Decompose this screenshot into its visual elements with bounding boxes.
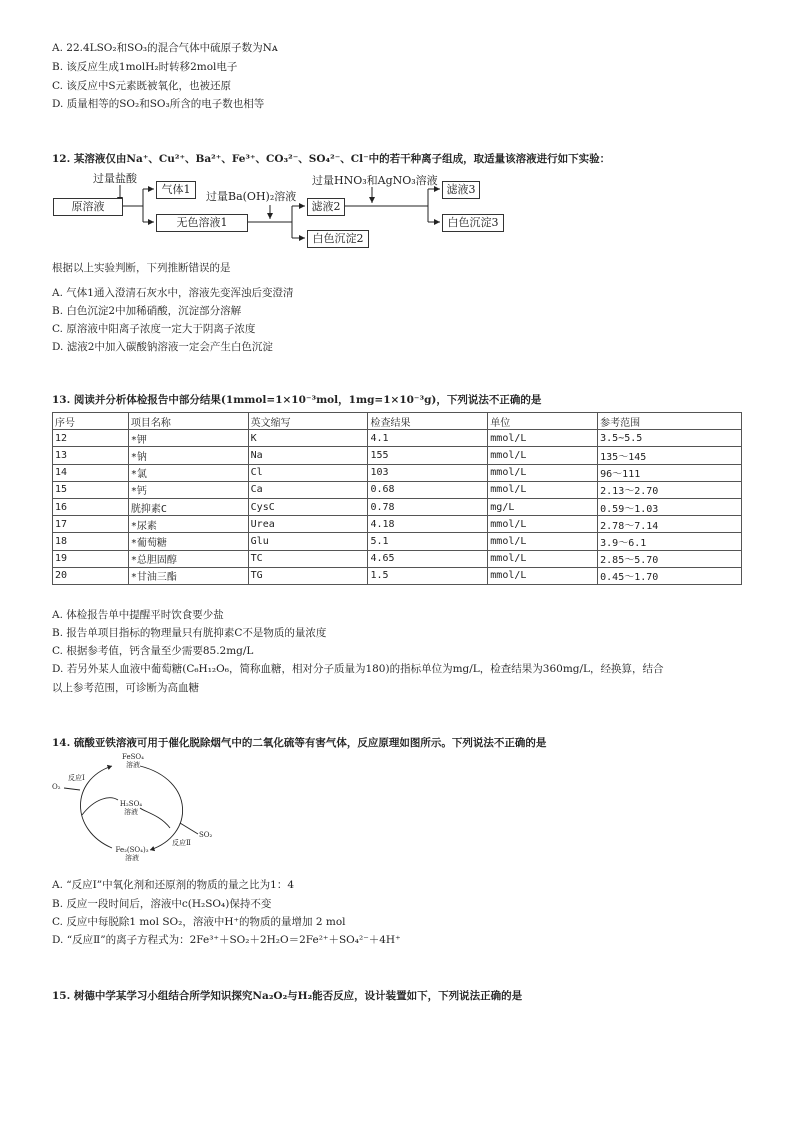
table-cell: CysC xyxy=(248,498,368,515)
header-cell: 序号 xyxy=(53,413,129,430)
q14-option-c: C. 反应中每脱除1 mol SO₂，溶液中H⁺的物质的量增加 2 mol xyxy=(52,916,346,928)
table-cell: mmol/L xyxy=(488,550,598,567)
header-cell: 参考范围 xyxy=(598,413,742,430)
table-cell: 14 xyxy=(53,464,129,481)
q13-option-a: A. 体检报告单中提醒平时饮食要少盐 xyxy=(52,609,224,621)
table-cell: 17 xyxy=(53,516,129,533)
q11-option-c: C. 该反应中S元素既被氧化，也被还原 xyxy=(52,80,232,92)
feso4-solution: 溶液 xyxy=(126,761,140,769)
table-cell: 96～111 xyxy=(598,464,742,481)
table-cell: 4.1 xyxy=(368,430,488,447)
h2so4-node xyxy=(116,800,146,816)
h2so4-formula: H₂SO₄ xyxy=(119,800,143,808)
header-cell: 英文缩写 xyxy=(248,413,368,430)
table-cell: 1.5 xyxy=(368,567,488,584)
fe2so43-formula: Fe₂(SO₄)₃ xyxy=(115,846,149,854)
table-cell: *甘油三酯 xyxy=(128,567,248,584)
box-white-precipitate2: 白色沉淀2 xyxy=(307,230,369,248)
reagent1-label: 过量盐酸 xyxy=(93,172,137,185)
header-cell: 检查结果 xyxy=(368,413,488,430)
reaction2-label: 反应Ⅱ xyxy=(172,839,191,847)
h2so4-solution: 溶液 xyxy=(124,808,138,816)
table-cell: 15 xyxy=(53,481,129,498)
q11-option-d: D. 质量相等的SO₂和SO₃所含的电子数也相等 xyxy=(52,98,265,110)
table-cell: 13 xyxy=(53,447,129,464)
q13-option-c: C. 根据参考值，钙含量至少需要85.2mg/L xyxy=(52,645,254,657)
table-cell: mmol/L xyxy=(488,516,598,533)
table-cell: Na xyxy=(248,447,368,464)
box-filtrate3: 滤液3 xyxy=(442,181,480,199)
table-cell: mg/L xyxy=(488,498,598,515)
q12-option-a: A. 气体1通入澄清石灰水中，溶液先变浑浊后变澄清 xyxy=(52,287,294,299)
fe2so43-solution: 溶液 xyxy=(125,854,139,862)
box-colorless-solution1: 无色溶液1 xyxy=(156,214,248,232)
q14-option-d: D. “反应Ⅱ”的离子方程式为：2Fe³⁺＋SO₂＋2H₂O＝2Fe²⁺＋SO₄²⁻＋4H⁺ xyxy=(52,934,401,946)
q12-option-b: B. 白色沉淀2中加稀硝酸，沉淀部分溶解 xyxy=(52,305,242,317)
table-cell: TC xyxy=(248,550,368,567)
table-cell: TG xyxy=(248,567,368,584)
q12-option-d: D. 滤液2中加入碳酸钠溶液一定会产生白色沉淀 xyxy=(52,341,273,353)
reagent3-label: 过量HNO₃和AgNO₃溶液 xyxy=(312,174,438,187)
table-cell: 0.59～1.03 xyxy=(598,498,742,515)
table-cell: 19 xyxy=(53,550,129,567)
q11-option-a: A. 22.4LSO₂和SO₃的混合气体中硫原子数为Nᴀ xyxy=(52,42,278,54)
table-cell: *钠 xyxy=(128,447,248,464)
q13-option-d: D. 若另外某人血液中葡萄糖(C₆H₁₂O₆，简称血糖，相对分子质量为180)的指标单位为mg/L，检查结果为360mg/L，经换算，结合 xyxy=(52,663,664,675)
box-gas1: 气体1 xyxy=(156,181,196,199)
reaction1-label: 反应Ⅰ xyxy=(68,774,85,782)
reagent2-label: 过量Ba(OH)₂溶液 xyxy=(206,190,297,203)
table-cell: *氯 xyxy=(128,464,248,481)
table-cell: 135～145 xyxy=(598,447,742,464)
header-cell: 项目名称 xyxy=(128,413,248,430)
q11-option-b: B. 该反应生成1molH₂时转移2mol电子 xyxy=(52,61,238,73)
table-cell: 4.65 xyxy=(368,550,488,567)
table-cell: Ca xyxy=(248,481,368,498)
table-cell: mmol/L xyxy=(488,464,598,481)
o2-label: O₂ xyxy=(52,783,61,791)
q12-option-c: C. 原溶液中阳离子浓度一定大于阴离子浓度 xyxy=(52,323,256,335)
box-filtrate2: 滤液2 xyxy=(307,198,345,216)
table-cell: *尿素 xyxy=(128,516,248,533)
table-cell: 2.85～5.70 xyxy=(598,550,742,567)
feso4-node xyxy=(118,753,148,769)
header-cell: 单位 xyxy=(488,413,598,430)
table-cell: mmol/L xyxy=(488,533,598,550)
table-cell: 18 xyxy=(53,533,129,550)
table-cell: mmol/L xyxy=(488,430,598,447)
table-cell: 0.78 xyxy=(368,498,488,515)
table-cell: 胱抑素C xyxy=(128,498,248,515)
table-cell: *钾 xyxy=(128,430,248,447)
table-cell: Urea xyxy=(248,516,368,533)
table-cell: 3.5~5.5 xyxy=(598,430,742,447)
q12-question: 根据以上实验判断，下列推断错误的是 xyxy=(52,262,231,274)
so2-label: SO₂ xyxy=(199,831,213,839)
q13-stem: 13. 阅读并分析体检报告中部分结果(1mmol=1×10⁻³mol，1mg=1×10⁻³g)，下列说法不正确的是 xyxy=(52,394,542,406)
feso4-formula: FeSO₄ xyxy=(122,753,144,761)
table-cell: 3.9～6.1 xyxy=(598,533,742,550)
q12-stem: 12. 某溶液仅由Na⁺、Cu²⁺、Ba²⁺、Fe³⁺、CO₃²⁻、SO₄²⁻、Cl⁻中的若干种离子组成，取适量该溶液进行如下实验： xyxy=(52,153,611,165)
table-cell: Cl xyxy=(248,464,368,481)
table-cell: 2.78～7.14 xyxy=(598,516,742,533)
box-original-solution: 原溶液 xyxy=(53,198,123,216)
table-cell: 5.1 xyxy=(368,533,488,550)
table-cell: 2.13～2.70 xyxy=(598,481,742,498)
q13-option-d-cont: 以上参考范围，可诊断为高血糖 xyxy=(52,682,199,694)
table-cell: *总胆固醇 xyxy=(128,550,248,567)
table-cell: *钙 xyxy=(128,481,248,498)
table-cell: 20 xyxy=(53,567,129,584)
table-cell: 0.68 xyxy=(368,481,488,498)
table-cell: K xyxy=(248,430,368,447)
table-cell: 155 xyxy=(368,447,488,464)
table-cell: 0.45～1.70 xyxy=(598,567,742,584)
q15-stem: 15. 树德中学某学习小组结合所学知识探究Na₂O₂与H₂能否反应，设计装置如下，下列说法正确的是 xyxy=(52,990,523,1002)
table-cell: Glu xyxy=(248,533,368,550)
box-white-precipitate3: 白色沉淀3 xyxy=(442,214,504,232)
table-cell: 16 xyxy=(53,498,129,515)
table-cell: mmol/L xyxy=(488,447,598,464)
q14-option-a: A. “反应Ⅰ”中氧化剂和还原剂的物质的量之比为1：4 xyxy=(52,879,295,891)
q13-option-b: B. 报告单项目指标的物理量只有胱抑素C不是物质的量浓度 xyxy=(52,627,327,639)
q14-option-b: B. 反应一段时间后，溶液中c(H₂SO₄)保持不变 xyxy=(52,898,272,910)
q14-stem: 14. 硫酸亚铁溶液可用于催化脱除烟气中的二氧化硫等有害气体，反应原理如图所示。下列说法不正确的是 xyxy=(52,737,547,749)
table-cell: mmol/L xyxy=(488,567,598,584)
fe2so43-node xyxy=(112,846,152,862)
table-cell: 4.18 xyxy=(368,516,488,533)
table-cell: 12 xyxy=(53,430,129,447)
table-cell: *葡萄糖 xyxy=(128,533,248,550)
table-cell: mmol/L xyxy=(488,481,598,498)
table-cell: 103 xyxy=(368,464,488,481)
